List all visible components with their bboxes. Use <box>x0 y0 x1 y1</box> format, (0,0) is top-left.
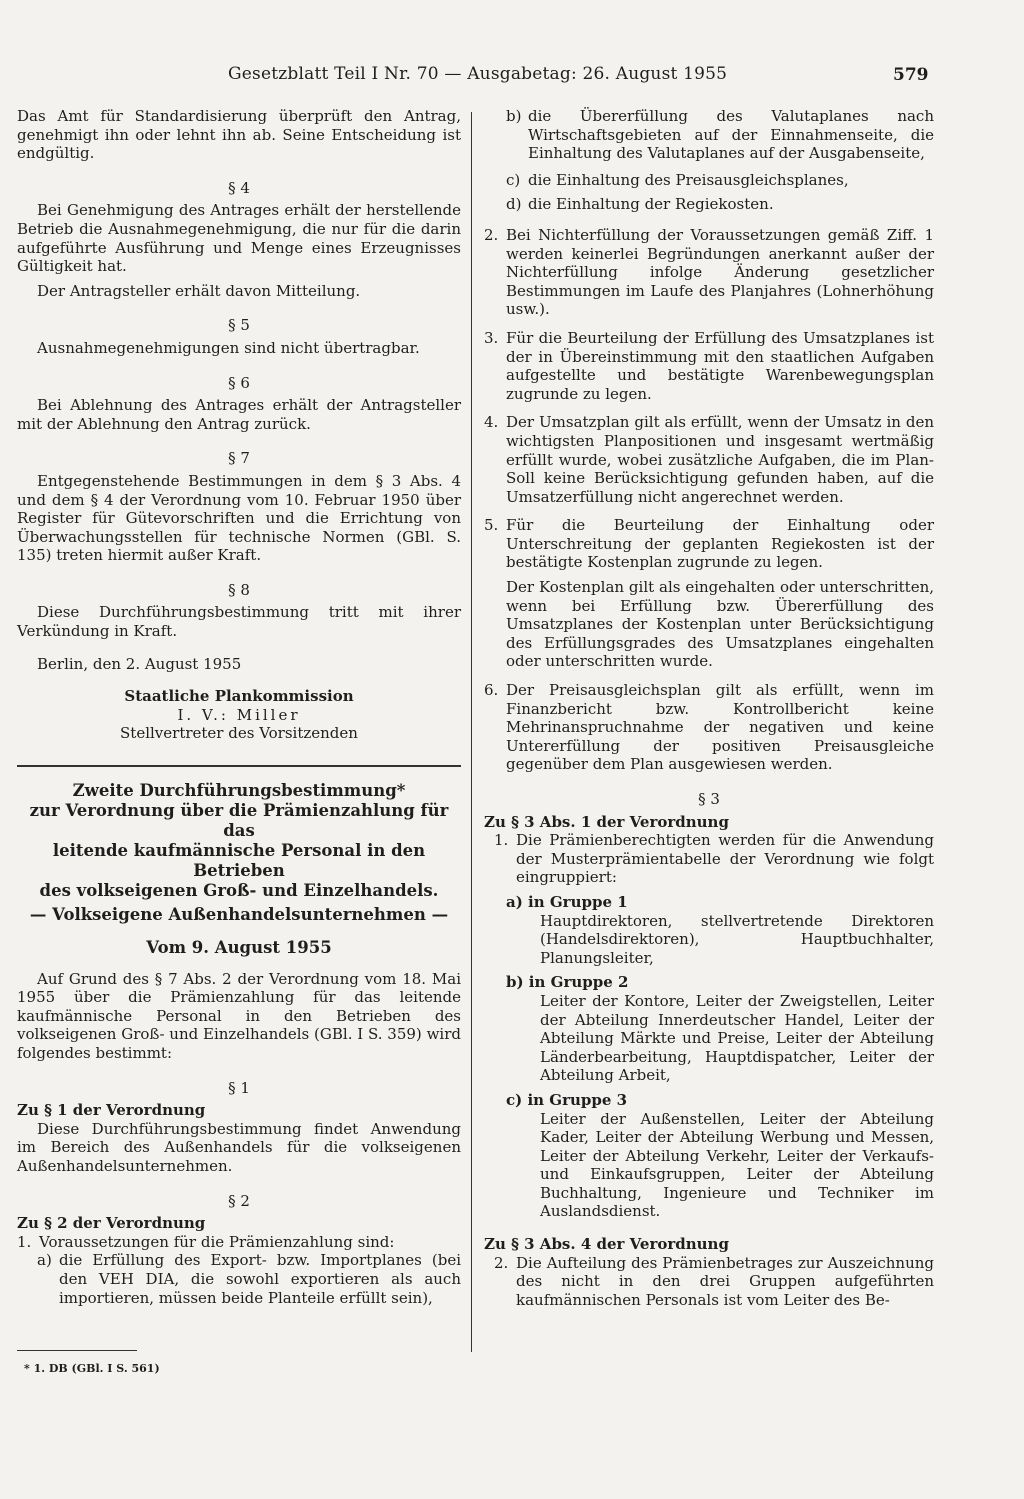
subsection-heading: Zu § 1 der Verordnung <box>17 1101 206 1120</box>
paragraph: Entgegenstehende Bestimmungen in dem § 3 Abs. 4 und dem § 4 der Verordnung vom 10. Februar 1950 über Register für Gütevorschriften und die Errichtung von Überwachungsstellen für technische Normen (GBl. S. 135) treten hiermit außer Kraft. <box>17 471 461 565</box>
header-title: Gesetzblatt Teil I Nr. 70 — Ausgabetag: 26. August 1955 <box>228 64 728 84</box>
section-heading: § 4 <box>228 178 250 197</box>
group-label: b) in Gruppe 2 <box>506 973 629 992</box>
title-line: des volkseigenen Groß- und Einzelhandels. <box>39 881 439 901</box>
section-heading: § 6 <box>228 373 250 392</box>
list-text: Bei Nichterfüllung der Voraussetzungen gemäß Ziff. 1 werden keinerlei Begründungen anerkannt außer der Nichterfüllung infolge Änderung gesetzlicher Bestimmungen im Laufe des Planjahres (Lohnerhöhung usw.). <box>506 225 934 319</box>
list-text: Voraussetzungen für die Prämienzahlung sind: <box>39 1232 395 1251</box>
list-number: 1. <box>17 1232 32 1251</box>
list-item <box>494 1254 934 1310</box>
section-heading: § 2 <box>228 1191 250 1210</box>
list-number: c) <box>506 170 521 189</box>
list-subitem <box>506 107 934 163</box>
group-text: Leiter der Außenstellen, Leiter der Abteilung Kader, Leiter der Abteilung Werbung und Messen, Leiter der Abteilung Verkehr, Leiter der Verkaufs- und Einkaufsgruppen, Leiter der Abteilung Buchhaltung, Ingenieure und Techniker im Auslandsdienst. <box>540 1109 934 1221</box>
section-heading: § 7 <box>228 449 250 468</box>
place-date: Berlin, den 2. August 1955 <box>37 654 242 673</box>
list-item <box>484 226 934 319</box>
section-heading: § 1 <box>228 1078 250 1097</box>
list-number: d) <box>506 195 522 214</box>
group-entry <box>506 973 934 1085</box>
list-number: 3. <box>484 328 499 347</box>
decree-title <box>17 781 461 925</box>
subsection-heading: Zu § 3 Abs. 1 der Verordnung <box>484 812 729 831</box>
right-column <box>484 107 934 1309</box>
title-line: leitende kaufmännische Personal in den Betrieben <box>52 841 426 881</box>
list-number: 6. <box>484 681 499 700</box>
list-number: 2. <box>494 1253 509 1272</box>
signature-role: Stellvertreter des Vorsitzenden <box>120 724 358 743</box>
section-heading: § 8 <box>228 580 250 599</box>
section-heading: § 3 <box>698 790 720 808</box>
paragraph: Ausnahmegenehmigungen sind nicht übertragbar. <box>37 338 420 357</box>
section-heading: § 5 <box>228 316 250 335</box>
list-item <box>484 681 934 774</box>
title-line: — Volkseigene Außenhandelsunternehmen — <box>29 905 449 925</box>
list-text: Die Aufteilung des Prämienbetrages zur Auszeichnung des nicht in den drei Gruppen aufgeführten kaufmännischen Personals ist vom Leiter des Be- <box>516 1253 934 1309</box>
subsection-heading: Zu § 2 der Verordnung <box>17 1214 206 1233</box>
list-text: Für die Beurteilung der Einhaltung oder Unterschreitung der geplanten Regiekosten ist der bestätigte Kostenplan zugrunde zu legen. <box>506 516 934 572</box>
paragraph: Diese Durchführungsbestimmung findet Anwendung im Bereich des Außenhandels für die volkseigenen Außenhandelsunternehmen. <box>17 1119 461 1175</box>
group-text: Leiter der Kontore, Leiter der Zweigstellen, Leiter der Abteilung Innerdeutscher Handel, Leiter der Abteilung Märkte und Preise, Leiter der Abteilung Länderbearbeitung, Hauptdispatcher, Leiter der Abteilung Arbeit, <box>540 991 934 1085</box>
list-item <box>484 413 934 506</box>
section-rule <box>17 765 461 767</box>
list-text: die Übererfüllung des Valutaplanes nach Wirtschaftsgebieten auf der Einnahmenseite, die Einhaltung des Valutaplanes auf der Ausgabenseite, <box>528 107 934 163</box>
footnote: * 1. DB (GBl. I S. 561) <box>24 1362 160 1375</box>
subsection-heading: Zu § 3 Abs. 4 der Verordnung <box>484 1235 729 1254</box>
list-number: 4. <box>484 413 499 432</box>
signature-organization: Staatliche Plankommission <box>124 687 354 706</box>
group-entry <box>506 893 934 967</box>
list-number: 2. <box>484 225 499 244</box>
list-number: a) <box>37 1251 52 1270</box>
group-label: c) in Gruppe 3 <box>506 1090 628 1109</box>
left-column <box>17 107 461 1307</box>
list-subitem <box>506 195 934 214</box>
title-line: zur Verordnung über die Prämienzahlung für das <box>29 801 449 841</box>
list-number: 5. <box>484 516 499 535</box>
footnote-rule <box>17 1350 137 1351</box>
list-item <box>484 516 934 671</box>
list-text: Der Kostenplan gilt als eingehalten oder unterschritten, wenn bei Erfüllung bzw. Übererfüllung des Umsatzplanes der Kostenplan unter Berücksichtigung des Erfüllungsgrades des Umsatzplanes eingehalten oder unterschritten wurde. <box>506 578 934 671</box>
list-item <box>484 329 934 403</box>
list-number: 1. <box>494 831 509 850</box>
list-text: Der Preisausgleichsplan gilt als erfüllt, wenn im Finanzbericht bzw. Kontrollbericht keine Mehrinanspruchnahme der negativen und keine Untererfüllung der positiven Preisausgleiche gegenüber dem Plan ausgewiesen werden. <box>506 681 934 774</box>
list-text: Der Umsatzplan gilt als erfüllt, wenn der Umsatz in den wichtigsten Planpositionen und insgesamt wertmäßig erfüllt wurde, wobei zusätzliche Aufgaben, die im Plan-Soll keine Berücksichtigung gefunden haben, auf die Umsatzerfüllung nicht angerechnet werden. <box>506 413 934 506</box>
list-text: die Einhaltung des Preisausgleichsplanes, <box>528 170 849 189</box>
list-number: b) <box>506 107 522 125</box>
group-text: Hauptdirektoren, stellvertretende Direktoren (Handelsdirektoren), Hauptbuchhalter, Planungsleiter, <box>540 911 934 967</box>
paragraph: Das Amt für Standardisierung überprüft den Antrag, genehmigt ihn oder lehnt ihn ab. Seine Entscheidung ist endgültig. <box>17 107 461 163</box>
paragraph: Diese Durchführungsbestimmung tritt mit ihrer Verkündung in Kraft. <box>17 603 461 641</box>
list-subitem <box>506 171 934 190</box>
signature-name: I. V.: Miller <box>177 705 301 724</box>
list-item <box>17 1233 461 1252</box>
page-header <box>0 58 1024 90</box>
list-text: Die Prämienberechtigten werden für die Anwendung der Musterprämientabelle der Verordnung wie folgt eingruppiert: <box>516 831 934 887</box>
paragraph: Bei Genehmigung des Antrages erhält der herstellende Betrieb die Ausnahmegenehmigung, die nur für die darin aufgeführte Ausführung und Menge eines Erzeugnisses Gültigkeit hat. <box>17 201 461 276</box>
list-subitem <box>37 1251 461 1307</box>
group-entry <box>506 1091 934 1221</box>
list-text: die Erfüllung des Export- bzw. Importplanes (bei den VEH DIA, die sowohl exportieren als auch importieren, müssen beide Planteile erfüllt sein), <box>59 1251 461 1307</box>
decree-date: Vom 9. August 1955 <box>146 938 332 958</box>
column-divider <box>471 112 472 1352</box>
page-number: 579 <box>893 65 929 85</box>
paragraph: Der Antragsteller erhält davon Mitteilung. <box>37 281 361 300</box>
paragraph: Bei Ablehnung des Antrages erhält der Antragsteller mit der Ablehnung den Antrag zurück. <box>17 396 461 433</box>
preamble: Auf Grund des § 7 Abs. 2 der Verordnung vom 18. Mai 1955 über die Prämienzahlung für das leitende kaufmännische Personal in den Betrieben des volkseigenen Groß- und Einzelhandels (GBl. I S. 359) wird folgendes bestimmt: <box>17 969 461 1062</box>
list-item <box>494 831 934 887</box>
list-text: die Einhaltung der Regiekosten. <box>528 195 774 214</box>
list-text: Für die Beurteilung der Erfüllung des Umsatzplanes ist der in Übereinstimmung mit den staatlichen Aufgaben aufgestellte und bestätigte Warenbewegungsplan zugrunde zu legen. <box>506 328 934 403</box>
title-line: Zweite Durchführungsbestimmung* <box>72 781 406 801</box>
group-label: a) in Gruppe 1 <box>506 892 628 911</box>
